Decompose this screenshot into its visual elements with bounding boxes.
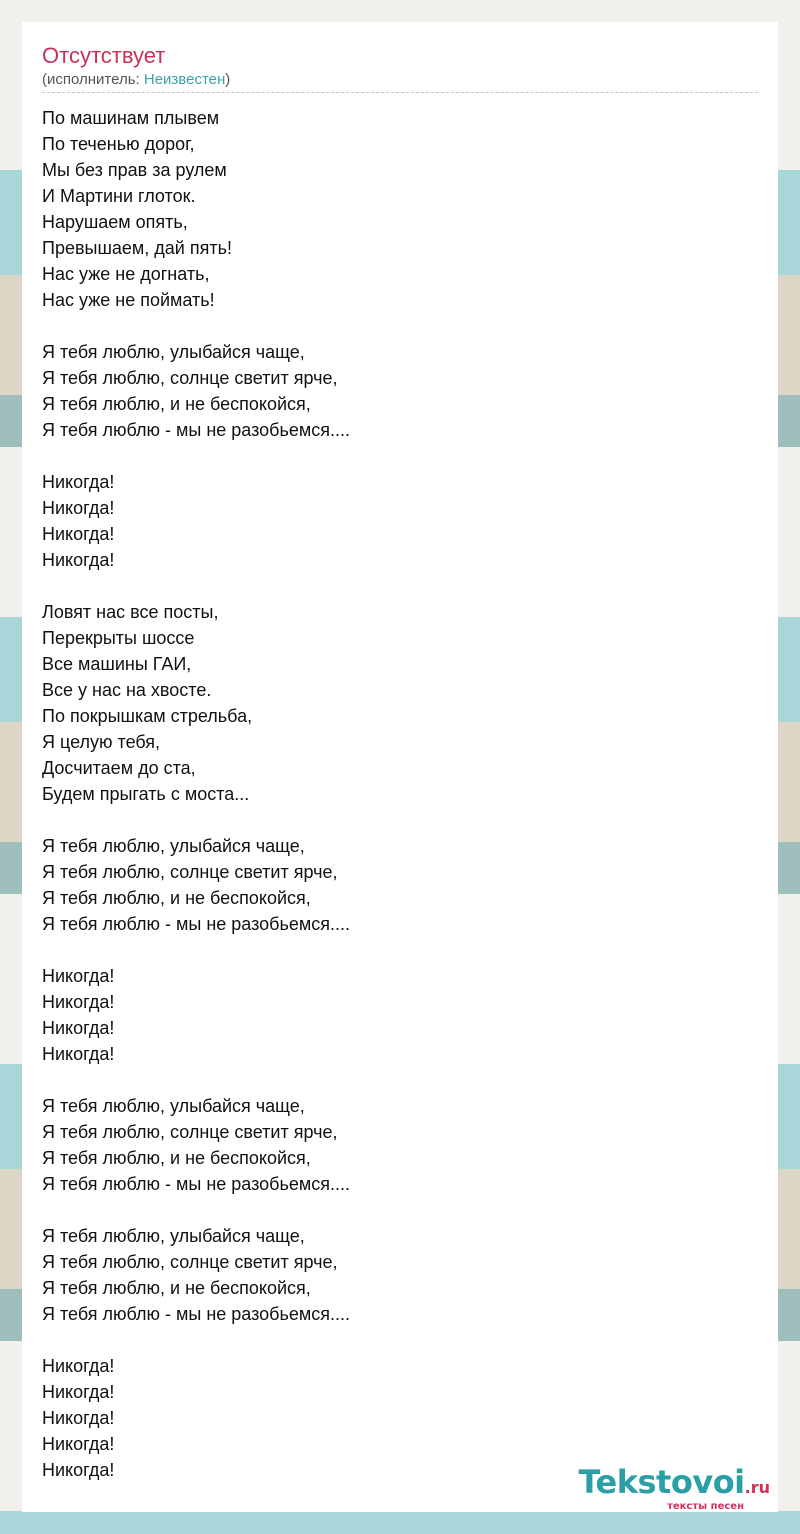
lyrics-line: Никогда! xyxy=(42,1044,115,1064)
lyrics-line: Никогда! xyxy=(42,550,115,570)
lyrics-line: Никогда! xyxy=(42,498,115,518)
lyrics-stanza xyxy=(42,1093,758,1197)
lyrics-line: Я тебя люблю, и не беспокойся, xyxy=(42,1278,311,1298)
lyrics-line: Досчитаем до ста, xyxy=(42,758,196,778)
lyrics-card xyxy=(22,22,778,1512)
lyrics-stanza xyxy=(42,339,758,443)
lyrics-line: Никогда! xyxy=(42,992,115,1012)
artist-prefix: (исполнитель: xyxy=(42,71,144,88)
lyrics-line: Я тебя люблю, солнце светит ярче, xyxy=(42,368,338,388)
lyrics-line: Я тебя люблю - мы не разобьемся.... xyxy=(42,420,350,440)
logo-tagline: тексты песен xyxy=(667,1501,744,1512)
lyrics-line: Я тебя люблю, улыбайся чаще, xyxy=(42,1096,305,1116)
lyrics-line: Я тебя люблю, улыбайся чаще, xyxy=(42,342,305,362)
lyrics-line: Я тебя люблю, солнце светит ярче, xyxy=(42,862,338,882)
lyrics-line: По покрышкам стрельба, xyxy=(42,706,253,726)
artist-line xyxy=(42,70,758,93)
lyrics-line: Перекрыты шоссе xyxy=(42,628,195,648)
lyrics-line: Я тебя люблю - мы не разобьемся.... xyxy=(42,914,350,934)
lyrics-line: Нарушаем опять, xyxy=(42,212,188,232)
lyrics-stanza xyxy=(42,105,758,313)
lyrics-line: Я тебя люблю, солнце светит ярче, xyxy=(42,1122,338,1142)
site-logo[interactable] xyxy=(578,1465,770,1512)
lyrics-line: Никогда! xyxy=(42,966,115,986)
lyrics-line: Превышаем, дай пять! xyxy=(42,238,232,258)
lyrics-line: Никогда! xyxy=(42,1460,115,1480)
lyrics-line: Никогда! xyxy=(42,1356,115,1376)
artist-link[interactable]: Неизвестен xyxy=(143,71,226,88)
lyrics-stanza xyxy=(42,963,758,1067)
lyrics-line: Никогда! xyxy=(42,524,115,544)
lyrics-line: Будем прыгать с моста... xyxy=(42,784,250,804)
lyrics-stanza xyxy=(42,833,758,937)
lyrics-line: Нас уже не поймать! xyxy=(42,290,215,310)
lyrics-line: Я тебя люблю, улыбайся чаще, xyxy=(42,1226,305,1246)
artist-suffix: ) xyxy=(225,71,231,88)
lyrics-line: И Мартини глоток. xyxy=(42,186,196,206)
lyrics-line: Ловят нас все посты, xyxy=(42,602,219,622)
lyrics-line: Все у нас на хвосте. xyxy=(42,680,212,700)
lyrics-line: Мы без прав за рулем xyxy=(42,160,227,180)
lyrics-stanza xyxy=(42,1223,758,1327)
lyrics-line: Никогда! xyxy=(42,1434,115,1454)
lyrics-line: Никогда! xyxy=(42,1382,115,1402)
lyrics-line: Я тебя люблю - мы не разобьемся.... xyxy=(42,1304,350,1324)
logo-main-text: Tekstovoi xyxy=(578,1463,745,1501)
lyrics-text xyxy=(42,105,758,1483)
lyrics-line: Я тебя люблю, и не беспокойся, xyxy=(42,1148,311,1168)
lyrics-line: Я тебя люблю, и не беспокойся, xyxy=(42,888,311,908)
lyrics-stanza xyxy=(42,469,758,573)
lyrics-line: Никогда! xyxy=(42,1018,115,1038)
lyrics-line: По машинам плывем xyxy=(42,108,220,128)
lyrics-line: Нас уже не догнать, xyxy=(42,264,210,284)
lyrics-line: Я тебя люблю - мы не разобьемся.... xyxy=(42,1174,350,1194)
song-title: Отсутствует xyxy=(42,43,166,68)
lyrics-line: Я тебя люблю, и не беспокойся, xyxy=(42,394,311,414)
logo-wordmark xyxy=(578,1465,770,1505)
lyrics-stanza xyxy=(42,599,758,807)
lyrics-line: Я тебя люблю, солнце светит ярче, xyxy=(42,1252,338,1272)
lyrics-line: Я тебя люблю, улыбайся чаще, xyxy=(42,836,305,856)
lyrics-line: Все машины ГАИ, xyxy=(42,654,192,674)
lyrics-line: Никогда! xyxy=(42,1408,115,1428)
logo-tld: .ru xyxy=(744,1478,770,1497)
lyrics-line: Я целую тебя, xyxy=(42,732,161,752)
lyrics-line: Никогда! xyxy=(42,472,115,492)
lyrics-line: По теченью дорог, xyxy=(42,134,195,154)
